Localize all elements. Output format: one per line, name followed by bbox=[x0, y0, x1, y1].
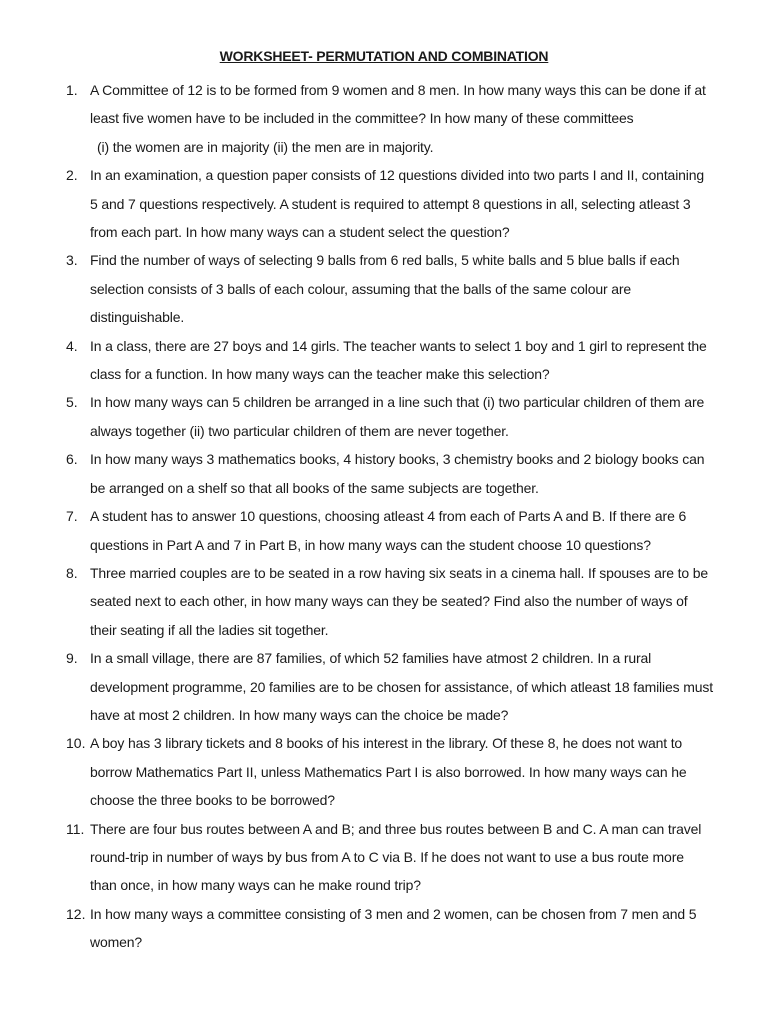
question-line: In how many ways a committee consisting of 3 men and 2 women, can be chosen from 7 men and 5 bbox=[90, 905, 697, 922]
question-item bbox=[0, 76, 768, 161]
question-line: A boy has 3 library tickets and 8 books of his interest in the library. Of these 8, he does not want to bbox=[90, 735, 683, 752]
question-line: In an examination, a question paper consists of 12 questions divided into two parts I and II, containing bbox=[90, 167, 705, 184]
question-line: There are four bus routes between A and B; and three bus routes between B and C. A man can travel bbox=[90, 820, 702, 837]
question-line: questions in Part A and 7 in Part B, in how many ways can the student choose 10 questions? bbox=[90, 536, 651, 553]
question-line: class for a function. In how many ways can the teacher make this selection? bbox=[90, 366, 550, 383]
question-line: A student has to answer 10 questions, choosing atleast 4 from each of Parts A and B. If there are 6 bbox=[90, 508, 687, 525]
worksheet-title: WORKSHEET- PERMUTATION AND COMBINATION bbox=[219, 48, 549, 64]
question-line: choose the three books to be borrowed? bbox=[90, 792, 335, 809]
question-line: In a class, there are 27 boys and 14 girls. The teacher wants to select 1 boy and 1 girl to represent the bbox=[90, 337, 707, 354]
question-line: their seating if all the ladies sit together. bbox=[90, 621, 329, 638]
question-line: development programme, 20 families are to be chosen for assistance, of which atleast 18 families must bbox=[90, 678, 713, 695]
question-item bbox=[0, 900, 768, 957]
question-number: 4. bbox=[66, 337, 78, 354]
question-item bbox=[0, 815, 768, 900]
question-item bbox=[0, 644, 768, 729]
question-line: than once, in how many ways can he make round trip? bbox=[90, 877, 421, 894]
question-line: have at most 2 children. In how many ways can the choice be made? bbox=[90, 706, 509, 723]
question-item bbox=[0, 445, 768, 502]
question-line: In a small village, there are 87 families, of which 52 families have atmost 2 children. In a rural bbox=[90, 650, 652, 667]
question-text bbox=[90, 161, 730, 246]
question-item bbox=[0, 332, 768, 389]
question-number: 12. bbox=[66, 905, 86, 922]
question-item bbox=[0, 502, 768, 559]
question-number: 6. bbox=[66, 451, 78, 468]
question-line: least five women have to be included in the committee? In how many of these committees bbox=[90, 110, 634, 127]
question-item bbox=[0, 246, 768, 331]
question-text bbox=[90, 815, 730, 900]
question-item bbox=[0, 161, 768, 246]
question-number: 2. bbox=[66, 167, 78, 184]
question-line: seated next to each other, in how many ways can they be seated? Find also the number of ways of bbox=[90, 593, 688, 610]
question-line: In how many ways can 5 children be arranged in a line such that (i) two particular children of them are bbox=[90, 394, 705, 411]
question-number: 9. bbox=[66, 650, 78, 667]
question-number: 8. bbox=[66, 564, 78, 581]
question-line: In how many ways 3 mathematics books, 4 history books, 3 chemistry books and 2 biology books can bbox=[90, 451, 705, 468]
question-line: A Committee of 12 is to be formed from 9 women and 8 men. In how many ways this can be done if at bbox=[90, 82, 706, 98]
question-text bbox=[90, 502, 730, 559]
question-number: 1. bbox=[66, 82, 78, 98]
question-text bbox=[90, 445, 730, 502]
question-text bbox=[90, 644, 730, 729]
question-item bbox=[0, 729, 768, 814]
question-line: selection consists of 3 balls of each colour, assuming that the balls of the same colour are bbox=[90, 280, 632, 297]
question-number: 7. bbox=[66, 508, 78, 525]
question-line: women? bbox=[90, 934, 143, 951]
question-line: from each part. In how many ways can a student select the question? bbox=[90, 224, 510, 241]
question-line: distinguishable. bbox=[90, 309, 185, 326]
question-line: borrow Mathematics Part II, unless Mathematics Part I is also borrowed. In how many ways can he bbox=[90, 763, 687, 780]
question-list bbox=[0, 76, 768, 957]
question-line: 5 and 7 questions respectively. A student is required to attempt 8 questions in all, selecting atleast 3 bbox=[90, 195, 691, 212]
question-item bbox=[0, 388, 768, 445]
question-line: Find the number of ways of selecting 9 balls from 6 red balls, 5 white balls and 5 blue balls if each bbox=[90, 252, 680, 269]
question-number: 11. bbox=[66, 820, 85, 837]
question-number: 10. bbox=[66, 735, 86, 752]
question-item bbox=[0, 559, 768, 644]
question-text bbox=[90, 559, 730, 644]
question-line: be arranged on a shelf so that all books of the same subjects are together. bbox=[90, 479, 539, 496]
question-text bbox=[90, 76, 730, 161]
question-number: 5. bbox=[66, 394, 78, 411]
question-line: always together (ii) two particular children of them are never together. bbox=[90, 422, 509, 439]
question-line: (i) the women are in majority (ii) the men are in majority. bbox=[97, 138, 434, 155]
question-text bbox=[90, 729, 730, 814]
question-line: Three married couples are to be seated in a row having six seats in a cinema hall. If spouses are to be bbox=[90, 564, 709, 581]
question-number: 3. bbox=[66, 252, 78, 269]
question-text bbox=[90, 388, 730, 445]
question-text bbox=[90, 900, 730, 957]
question-text bbox=[90, 246, 730, 331]
question-text bbox=[90, 332, 730, 389]
question-line: round-trip in number of ways by bus from A to C via B. If he does not want to use a bus route more bbox=[90, 848, 684, 865]
